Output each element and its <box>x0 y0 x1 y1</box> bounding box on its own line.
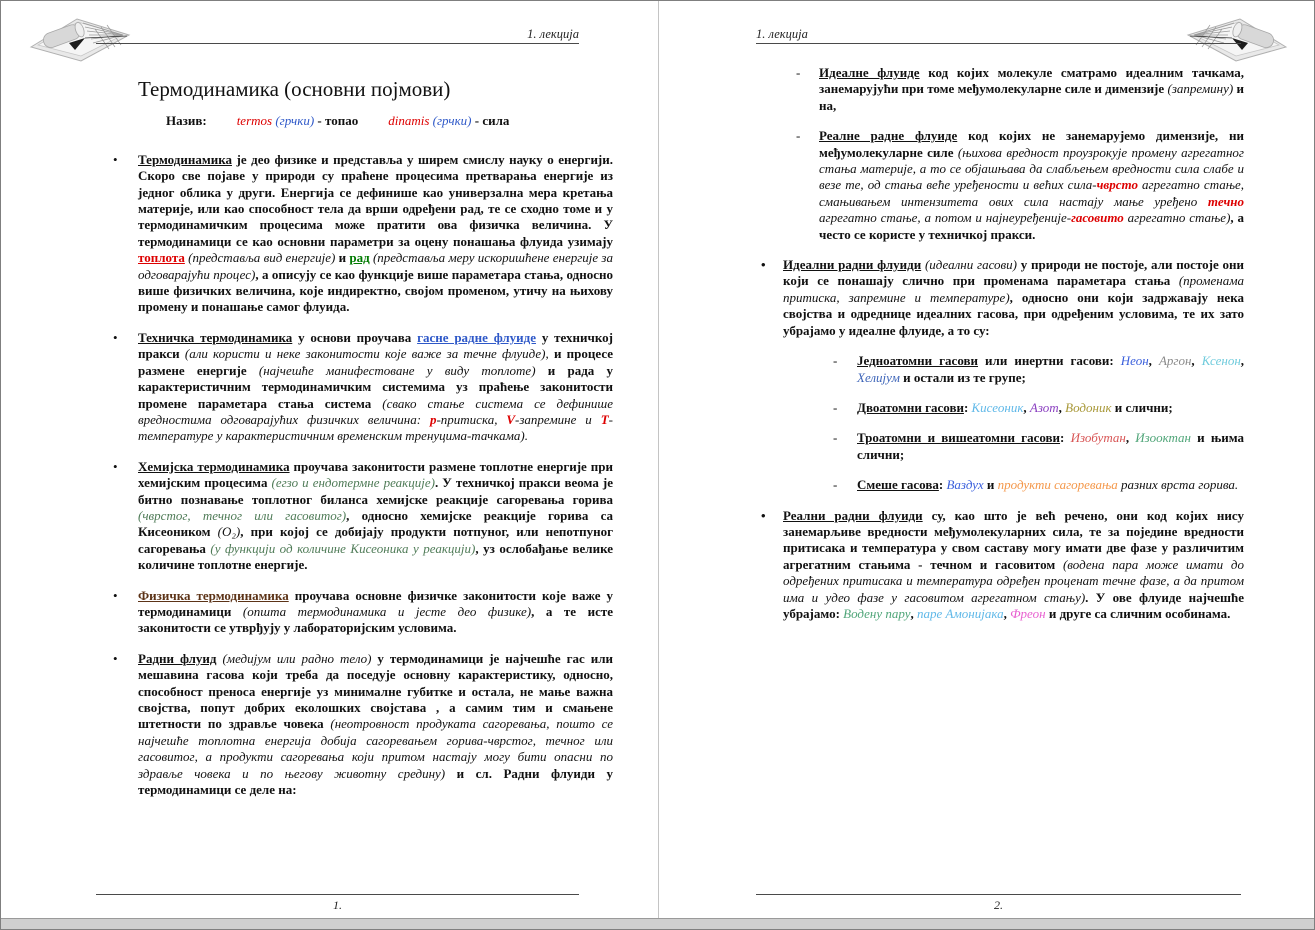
paragraph-text: Физичка термодинамика проучава основне физичке законитости које важе у термодинамици (општа термодинамика и јесте део физике), а те исте законитости се утврђују у лабораторијским условима. <box>138 587 613 636</box>
paragraph-text: Техничка термодинамика у основи проучава гасне радне флуиде у техничкој пракси (али користи и неке законитости које важе за течне флуиде), и процесе размене енергије (најчешће манифестоване у виду топлоте) и рада у карактеристичним термодинамичким системима уз праћење законитости промене параметара стања система (свако стање система се дефинише вредностима одговарајућих физичких величина: p-притиска, V-запремине и T-температуре у карактеристичним временским тренуцима-тачкама). <box>138 329 614 444</box>
page1-bullet-list <box>96 152 613 799</box>
paragraph-text: Реални радни флуиди су, као што је већ речено, они код којих нису занемарљиве вредности међумолекуларних сила, те за поједине вредности притисака и температура у свом саставу могу имати две фазе у различитим агрегатним стањима - течном и гасовитом (водена пара може имати до одређених притисака и температура одређен проценат течне фазе, а да притом има и удео фазе у гасовитом агрегатном стању). У ове флуиде најчешће убрајамо: Водену пару, паре Амонијака, Фреон и друге са сличним особинама. <box>783 507 1244 621</box>
page-number: 1. <box>333 898 342 912</box>
lesson-label: 1. лекција <box>756 27 808 41</box>
bullet-marker: • <box>113 650 118 666</box>
bullet-marker: • <box>761 257 766 273</box>
paragraph-text: Идеалне флуиде код којих молекуле сматрамо идеалним тачкама, занемарујући при томе међумолекуларне силе и димензије (запремину) и на, <box>819 65 1244 113</box>
bullet-marker: • <box>113 151 118 167</box>
paragraph-text: Термодинамика је део физике и представља у ширем смислу науку о енергији. Скоро све појаве у природи су праћене процесима претварања енергије из једног облика у други. Енергија се дефинише као универзална мера кретања материје, или као способност тела да врши одређени рад, те се сходно томе и у термодинамичким процесима може пратити ова физичка величина. У термодинамици се као основни параметри за оцену понашања флуида узимају топлота (представља вид енергије) и рад (представља меру искоришћене енергије за одговарајући процес), а описују се као функције више параметара стања, односно више физичких величина, које индиректно, својом променом, утичу на њихову промену и понашање самог флуида. <box>138 151 614 315</box>
paragraph-text: Двоатомни гасови: Кисеоник, Азот, Водоник и слични; <box>857 399 1173 415</box>
bullet-item <box>113 152 613 316</box>
dash-item <box>833 477 1244 493</box>
bullet-item <box>761 257 1244 339</box>
page2-content <box>756 65 1244 622</box>
paragraph-text: Смеше гасова: Ваздух и продукти сагоревања разних врста горива. <box>857 477 1239 493</box>
page-1 <box>1 1 658 920</box>
name-etymology-line: Назив: termos (грчки) - топао dinamis (грчки) - сила <box>166 113 510 129</box>
dash-item <box>796 65 1244 114</box>
page1-footer <box>96 894 579 913</box>
horizontal-scrollbar[interactable] <box>1 918 1315 929</box>
bullet-item <box>113 651 613 799</box>
dash-item <box>833 430 1244 463</box>
paragraph-text: Хемијска термодинамика проучава законитости размене топлотне енергије при хемијским процесима (егзо и ендотермне реакције). У техничкој пракси веома је битно познавање топлотног биланса хемијске реакције сагоревања горива (чврстог, течног или гасовитог), односно хемијске реакције горива са Кисеоником (O₂), при којој се добијају продукти потпуног, или непотпуног сагоревања (у функцији од количине Кисеоника у реакцији), уз ослобађање велике количине топлотне енергије. <box>138 458 614 573</box>
bullet-marker: • <box>113 458 118 474</box>
page1-content <box>96 77 614 798</box>
dash-marker: - <box>833 399 838 415</box>
dash-marker: - <box>796 128 801 144</box>
dash-item <box>833 353 1244 386</box>
bullet-item <box>113 459 613 574</box>
page2-header <box>756 27 1241 44</box>
page2-footer <box>756 894 1241 913</box>
bullet-item <box>113 588 613 637</box>
page2-bullet-list <box>756 65 1244 622</box>
page-2 <box>659 1 1315 920</box>
dash-marker: - <box>833 353 838 369</box>
paragraph-text: Троатомни и вишеатомни гасови: Изобутан, Изооктан и њима слични; <box>857 430 1244 462</box>
paragraph-text: Радни флуид (медијум или радно тело) у термодинамици је најчешће гас или мешавина гасова који треба да поседује основну карактеристику, односно, способност преноса енергије уз минималне губитке и остала, не мање важна својства, попут добрих еколошких својстава , а самим тим и смањене штетности по здравље човека (неотровност продуката сагоревања, пошто се најчешће топлотна енергија добија сагоревањем горива-чврстог, течног или гасовитог, а продукти сагоревања који притом настају могу бити опасни по здравље човека и по његову животну средину) и сл. Радни флуиди у термодинамици се деле на: <box>138 650 614 798</box>
dash-marker: - <box>796 65 801 80</box>
paragraph-text: Идеални радни флуиди (идеални гасови) у природи не постоје, али постоје они који се понашају слично при променама параметара стања (променама притиска, запремине и температуре), односно они који задржавају нека својства и одреднице идеалних гасова, при одређеним условима, те их зато убрајамо у идеалне флуиде, а то су: <box>783 257 1245 338</box>
dash-item <box>796 128 1244 243</box>
paragraph-text: Једноатомни гасови или инертни гасови: Неон, Аргон, Ксенон, Хелијум и остали из те групе; <box>857 353 1245 385</box>
dash-item <box>833 400 1244 416</box>
paragraph-text: Реалне радне флуиде код којих не занемарујемо димензије, ни међумолекуларне силе (њихова вредност проузрокује промену агрегатног стања материје, а то се објашњава да слабљењем вредности сила слабе и везе те, од стања веће уређености и већих сила-чврсто агрегатно стање, смањивањем интензитета ових сила настају мање уређено течно агрегатно стање, а потом и најнеуређеније-гасовито агрегатно стање), а често се користе у техничкој пракси. <box>819 128 1245 242</box>
page1-header <box>96 27 579 44</box>
bullet-item <box>761 508 1244 623</box>
dash-marker: - <box>833 430 838 446</box>
lesson-label: 1. лекција <box>527 27 579 41</box>
page-number: 2. <box>994 898 1003 912</box>
bullet-marker: • <box>113 329 118 345</box>
bullet-item <box>113 330 613 445</box>
dash-marker: - <box>833 477 838 493</box>
bullet-marker: • <box>113 587 118 603</box>
bullet-marker: • <box>761 507 766 523</box>
document-title: Термодинамика (основни појмови) <box>138 77 451 101</box>
